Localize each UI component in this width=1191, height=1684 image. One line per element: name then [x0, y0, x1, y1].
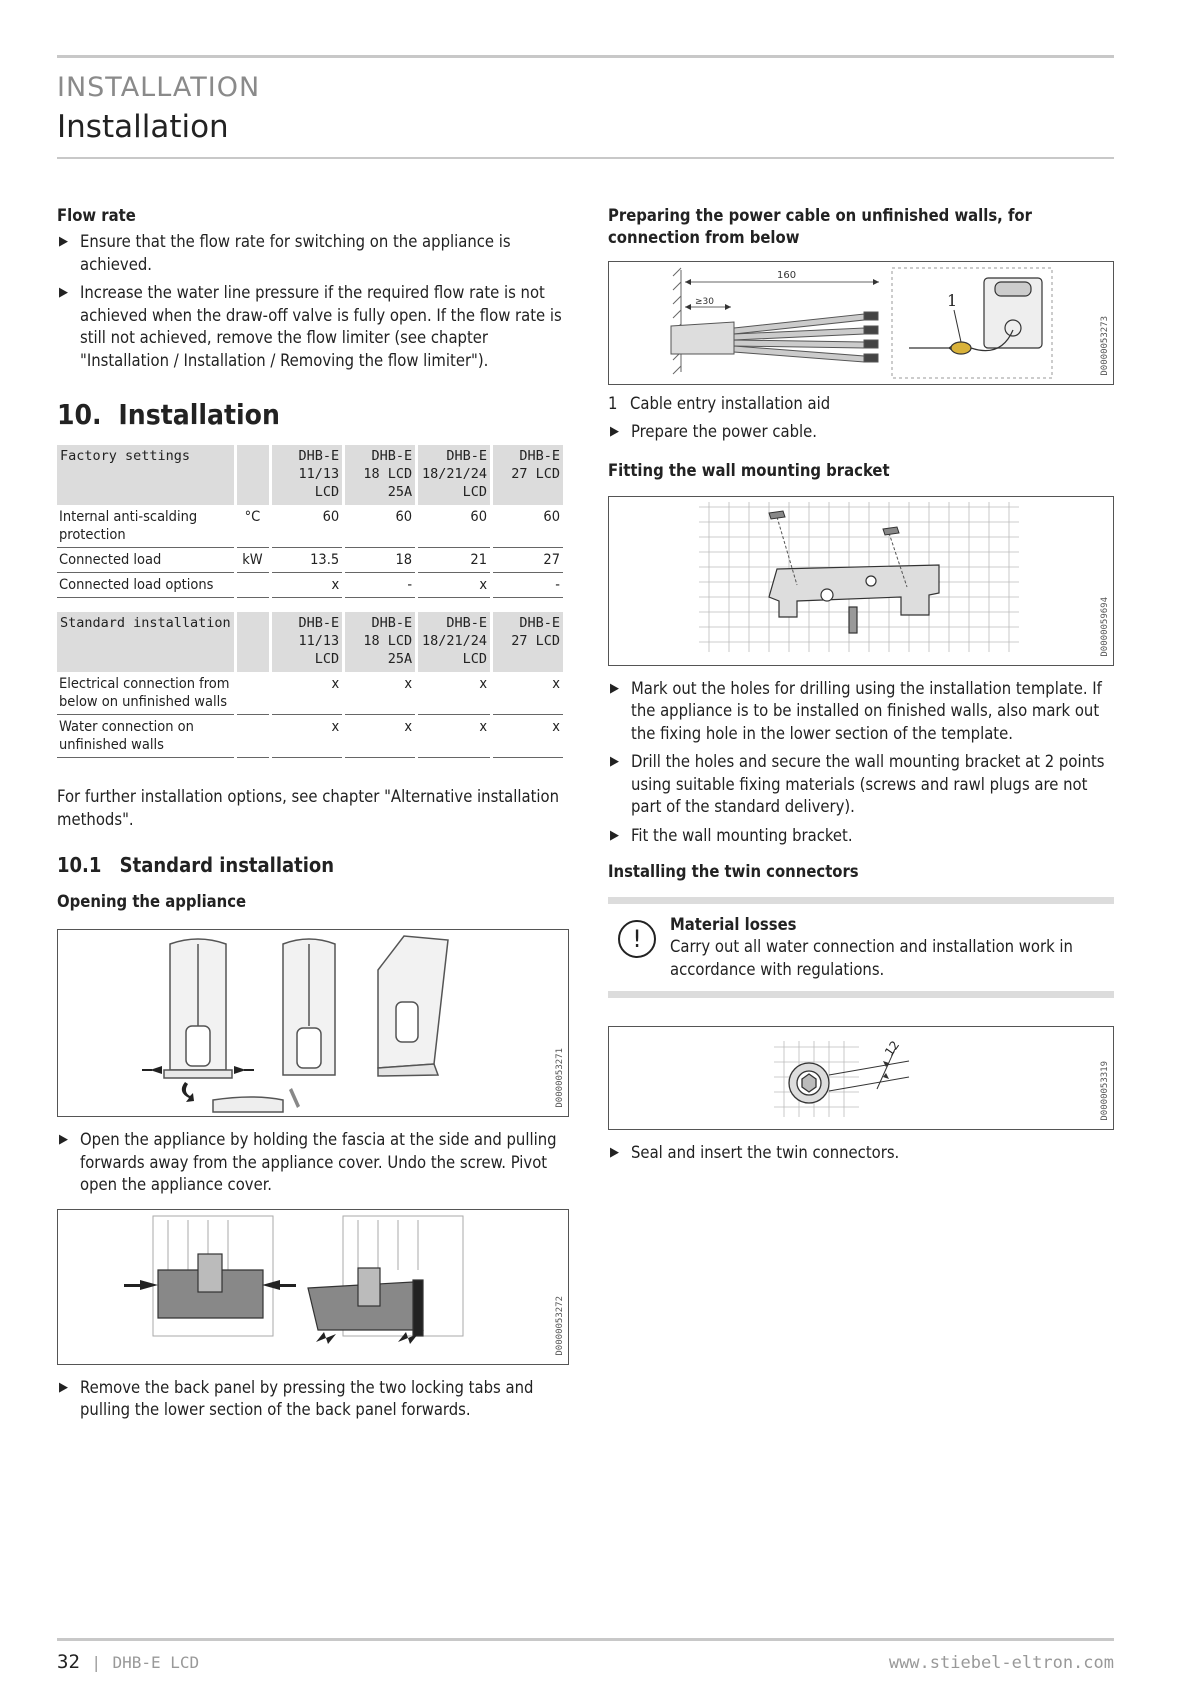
table-cell: x	[418, 715, 490, 758]
table-cell: 60	[493, 505, 563, 548]
figure-id: D0000053319	[1100, 1061, 1110, 1121]
table-cell: Connected load	[57, 548, 234, 573]
list-item: ▶ Drill the holes and secure the wall mounting bracket at 2 points using suitable fixing materials (screws and rawl plugs are not part of the standard delivery).	[608, 751, 1114, 819]
table-cell	[237, 573, 269, 598]
table-cell: 60	[345, 505, 415, 548]
table-header-cell: Factory settings	[57, 445, 234, 505]
table-cell: x	[345, 672, 415, 715]
bracket-list	[608, 678, 1114, 848]
table-cell: x	[418, 573, 490, 598]
subchapter-heading	[57, 853, 569, 877]
table-header-cell: Standard installation	[57, 612, 234, 672]
footer-product: DHB-E LCD	[112, 1653, 200, 1672]
table-cell: 13.5	[272, 548, 342, 573]
chapter-title: Installation	[118, 398, 280, 431]
wall-bracket-illustration	[609, 497, 1112, 664]
table-cell: 27	[493, 548, 563, 573]
table-cell: x	[272, 672, 342, 715]
chapter-number: 10.	[57, 398, 102, 431]
table-cell: Electrical connection from below on unfinished walls	[57, 672, 234, 715]
subchapter-title: Standard installation	[119, 853, 335, 877]
flow-rate-list	[57, 231, 569, 372]
table-cell: x	[272, 573, 342, 598]
footer-url: www.stiebel-eltron.com	[888, 1653, 1114, 1673]
figure-wall-bracket	[608, 496, 1114, 666]
table-header-cell: DHB-E 18/21/24 LCD	[418, 612, 490, 672]
table-cell: Internal anti-scalding protection	[57, 505, 234, 548]
table-cell: °C	[237, 505, 269, 548]
legend-number: 1	[608, 394, 618, 413]
figure-id: D0000053273	[1100, 316, 1110, 376]
opening-appliance-illustration	[58, 930, 567, 1115]
table-header-cell	[237, 445, 269, 505]
power-cable-heading: Preparing the power cable on unfinished walls, for connection from below	[608, 206, 1032, 247]
table-cell: Water connection on unfinished walls	[57, 715, 234, 758]
legend-text: Cable entry installation aid	[630, 394, 831, 413]
table-row	[57, 573, 563, 598]
left-column	[57, 205, 569, 1428]
table-header-row	[57, 445, 563, 505]
footer-rule	[57, 1638, 1114, 1641]
figure-back-panel	[57, 1209, 569, 1365]
table-row	[57, 548, 563, 573]
table-cell: kW	[237, 548, 269, 573]
table-row	[57, 672, 563, 715]
table-header-cell: DHB-E 11/13 LCD	[272, 445, 342, 505]
warning-box	[608, 897, 1114, 998]
list-item: ▶ Fit the wall mounting bracket.	[608, 825, 1114, 848]
dimension-12: 12	[881, 1038, 903, 1059]
table-cell: x	[493, 672, 563, 715]
table-header-row	[57, 612, 563, 672]
flow-rate-heading: Flow rate	[57, 206, 136, 225]
list-item: ▶ Prepare the power cable.	[608, 421, 1114, 444]
table-cell: -	[493, 573, 563, 598]
right-column	[608, 205, 1114, 1171]
twin-connectors-illustration	[609, 1027, 1112, 1128]
list-item: ▶ Mark out the holes for drilling using the installation template. If the appliance is to be installed on finished walls, also mark out the fixing hole in the lower section of the template.	[608, 678, 1114, 746]
power-cable-illustration	[609, 262, 1112, 383]
table-cell: 21	[418, 548, 490, 573]
figure-power-cable	[608, 261, 1114, 385]
dimension-30: ≥30	[695, 297, 714, 307]
table-cell	[237, 715, 269, 758]
fig1-list	[57, 1129, 569, 1197]
table-cell: x	[345, 715, 415, 758]
footer-left	[57, 1651, 199, 1673]
factory-settings-table	[54, 445, 566, 758]
table-cell: 60	[272, 505, 342, 548]
further-options-text: For further installation options, see chapter "Alternative installation methods".	[57, 787, 560, 829]
callout-number: 1	[947, 291, 958, 310]
table-cell: x	[272, 715, 342, 758]
list-item: ▶ Remove the back panel by pressing the two locking tabs and pulling the lower section of the back panel forwards.	[57, 1377, 569, 1422]
seal-list	[608, 1142, 1114, 1165]
subchapter-number: 10.1	[57, 853, 102, 877]
table-header-cell: DHB-E 27 LCD	[493, 612, 563, 672]
prepare-list	[608, 421, 1114, 444]
section-label: INSTALLATION	[57, 72, 261, 103]
warning-title: Material losses	[670, 915, 797, 934]
table-cell: 60	[418, 505, 490, 548]
warning-icon: !	[618, 920, 656, 958]
table-header-cell: DHB-E 18/21/24 LCD	[418, 445, 490, 505]
table-header-cell: DHB-E 18 LCD 25A	[345, 612, 415, 672]
dimension-160: 160	[777, 270, 797, 281]
fig2-list	[57, 1377, 569, 1422]
list-item: ▶ Open the appliance by holding the fascia at the side and pulling forwards away from the appliance cover. Undo the screw. Pivot open the appliance cover.	[57, 1129, 569, 1197]
footer-separator: |	[91, 1653, 101, 1672]
page-number: 32	[57, 1651, 80, 1673]
page-title: Installation	[57, 109, 229, 145]
figure-id: D0000059694	[1100, 596, 1110, 657]
table-cell: x	[493, 715, 563, 758]
table-row	[57, 715, 563, 758]
header-rule	[57, 157, 1114, 159]
table-cell: x	[418, 672, 490, 715]
figure-twin-connectors	[608, 1026, 1114, 1130]
bracket-heading: Fitting the wall mounting bracket	[608, 460, 890, 480]
table-header-cell: DHB-E 11/13 LCD	[272, 612, 342, 672]
warning-text: Carry out all water connection and installation work in accordance with regulations.	[670, 937, 1073, 979]
table-header-cell	[237, 612, 269, 672]
figure-legend	[608, 393, 1114, 415]
table-cell	[237, 672, 269, 715]
table-header-cell: DHB-E 27 LCD	[493, 445, 563, 505]
list-item: ▶ Ensure that the flow rate for switching on the appliance is achieved.	[57, 231, 569, 276]
table-cell: 18	[345, 548, 415, 573]
top-rule	[57, 55, 1114, 58]
figure-opening-appliance	[57, 929, 569, 1117]
table-row	[57, 505, 563, 548]
opening-heading: Opening the appliance	[57, 892, 247, 911]
figure-id: D0000053272	[555, 1295, 565, 1356]
table-cell: Connected load options	[57, 573, 234, 598]
back-panel-illustration	[58, 1210, 567, 1363]
list-item: ▶ Increase the water line pressure if the required flow rate is not achieved when the draw-off valve is fully open. If the flow rate is still not achieved, remove the flow limiter (see chapter "Installation / Installation / Removing the flow limiter").	[57, 282, 569, 372]
table-cell: -	[345, 573, 415, 598]
chapter-heading	[57, 398, 569, 431]
table-header-cell: DHB-E 18 LCD 25A	[345, 445, 415, 505]
list-item: ▶ Seal and insert the twin connectors.	[608, 1142, 1114, 1165]
figure-id: D0000053271	[555, 1048, 565, 1108]
twin-connectors-heading: Installing the twin connectors	[608, 862, 859, 881]
